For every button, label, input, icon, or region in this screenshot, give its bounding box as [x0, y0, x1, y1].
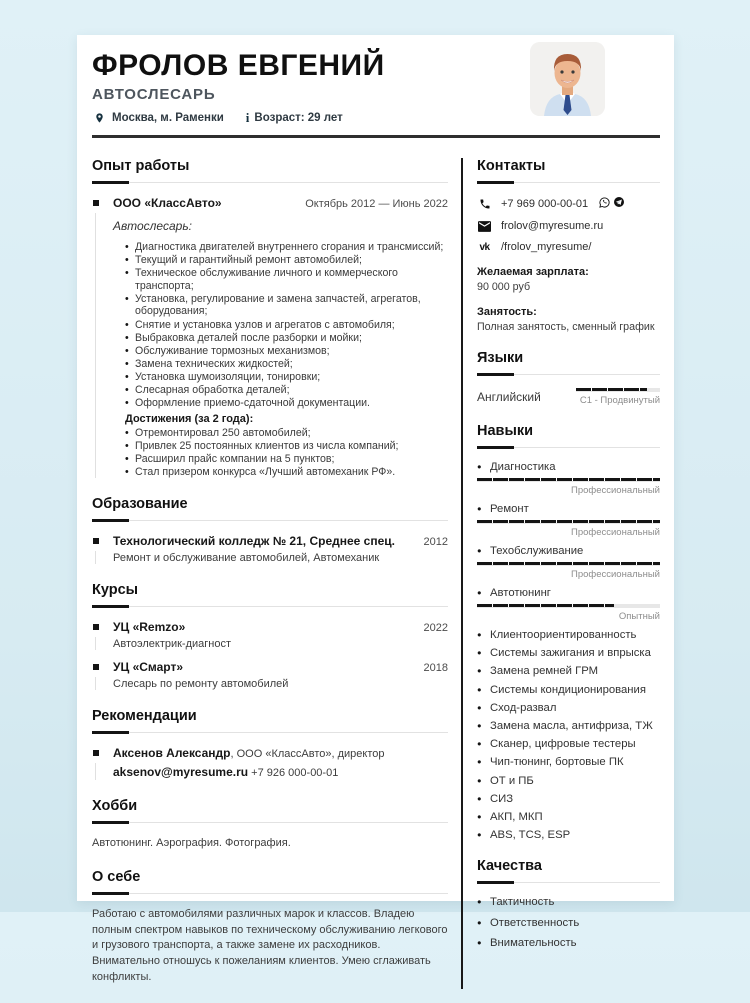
education-entry	[92, 534, 448, 565]
skill-item: ● Системы кондиционирования	[477, 684, 660, 696]
section-title: Рекомендации	[92, 708, 448, 733]
duty-item: • Установка, регулирование и замена запчастей, агрегатов, оборудования;	[125, 293, 448, 318]
section-title: Контакты	[477, 158, 660, 183]
language-level: C1 - Продвинутый	[579, 395, 660, 406]
skill-item: ● ABS, TCS, ESP	[477, 829, 660, 841]
skill-item: ● Сход-развал	[477, 702, 660, 714]
referee-phone[interactable]: +7 926 000-00-01	[248, 767, 339, 780]
skill-bar-fill	[477, 562, 660, 565]
header-divider	[92, 135, 660, 138]
header	[92, 49, 660, 126]
skill-item: ● Замена масла, антифриза, ТЖ	[477, 720, 660, 732]
language-name: Английский	[477, 390, 541, 404]
skill-item: ● Клиентоориентированность	[477, 629, 660, 641]
location-item	[92, 111, 224, 125]
achievement-item: • Расширил прайс компании на 5 пунктов;	[125, 453, 448, 466]
telegram-icon[interactable]	[613, 196, 625, 211]
phone-icon	[477, 198, 492, 210]
recommendation-entry	[92, 746, 448, 780]
duty-item: • Текущий и гарантийный ремонт автомобилей;	[125, 254, 448, 267]
course-name: УЦ «Смарт»	[113, 660, 184, 675]
course-name: УЦ «Remzo»	[113, 619, 186, 634]
employment-block	[477, 306, 660, 333]
vk-handle[interactable]: /frolov_myresume/	[501, 241, 592, 253]
skill-item: ● Сканер, цифровые тестеры	[477, 738, 660, 750]
duty-item: • Диагностика двигателей внутреннего сгорания и трансмиссий;	[125, 241, 448, 254]
contact-vk-row	[477, 241, 660, 253]
skill-item: ● Замена ремней ГРМ	[477, 665, 660, 677]
contact-email-row	[477, 220, 660, 232]
skill-name: ● Диагностика	[477, 461, 660, 473]
languages-list	[477, 388, 660, 406]
skill-level: Опытный	[618, 611, 660, 622]
salary-value: 90 000 руб	[477, 281, 531, 293]
job-title: АВТОСЛЕСАРЬ	[92, 86, 216, 103]
education-list	[92, 534, 448, 565]
age-item	[246, 110, 343, 126]
achievement-item: • Стал призером конкурса «Лучший автомеханик РФ».	[125, 466, 448, 479]
courses-list	[92, 620, 448, 692]
salary-label: Желаемая зарплата:	[477, 266, 589, 278]
role-title: Автослесарь:	[113, 219, 192, 233]
section-title: Опыт работы	[92, 158, 448, 183]
skill-level: Профессиональный	[571, 485, 660, 496]
section-skills	[477, 423, 660, 841]
resume-page	[77, 35, 674, 984]
skill-bar-fill	[477, 604, 614, 607]
whatsapp-icon[interactable]	[599, 197, 610, 211]
vk-icon[interactable]: vk	[479, 241, 490, 253]
course-entry	[92, 620, 448, 651]
company-name: ООО «КлассАвто»	[113, 196, 222, 210]
school-name: Технологический колледж № 21, Среднее спец.	[113, 533, 395, 548]
person-name: ФРОЛОВ ЕВГЕНИЙ	[92, 49, 385, 82]
quality-item: ● Ответственность	[477, 917, 660, 929]
salary-block	[477, 266, 660, 293]
section-title: Навыки	[477, 423, 660, 448]
skill-item: ● ОТ и ПБ	[477, 775, 660, 787]
course-details: Слесарь по ремонту автомобилей	[113, 678, 289, 691]
qualities-list	[477, 896, 660, 949]
skill-item: ● СИЗ	[477, 793, 660, 805]
section-title: Курсы	[92, 582, 448, 607]
right-column	[463, 158, 660, 1003]
phone-number[interactable]: +7 969 000-00-01	[501, 197, 589, 210]
section-recommendations	[92, 708, 448, 780]
duty-item: • Выбраковка деталей после разборки и мойки;	[125, 332, 448, 345]
duty-item: • Обслуживание тормозных механизмов;	[125, 345, 448, 358]
work-period: Октябрь 2012 — Июнь 2022	[305, 198, 448, 210]
course-details: Автоэлектрик-диагност	[113, 637, 232, 650]
section-languages	[477, 350, 660, 406]
skill-level: Профессиональный	[571, 569, 660, 580]
section-contacts	[477, 158, 660, 333]
employment-value: Полная занятость, сменный график	[477, 321, 655, 333]
skill-item: ● Системы зажигания и впрыска	[477, 647, 660, 659]
skill-bar-track	[477, 562, 660, 566]
skill-item: ● АКП, МКП	[477, 811, 660, 823]
language-row	[477, 388, 660, 406]
section-title: Языки	[477, 350, 660, 375]
about-text: Работаю с автомобилями различных марок и классов. Владею полным спектром навыков по техническому обслуживанию легкового и грузового транспорта, а также замене их расходников. Внимательно отношусь к пожеланиям клиентов. Умею сглаживать конфликты.	[92, 907, 448, 984]
language-bar-fill	[576, 388, 647, 391]
section-title: Образование	[92, 496, 448, 521]
course-entry	[92, 660, 448, 691]
education-details: Ремонт и обслуживание автомобилей, Автомеханик	[113, 551, 380, 564]
education-year: 2012	[423, 535, 448, 548]
email-address[interactable]: frolov@myresume.ru	[501, 220, 604, 232]
duty-item: • Снятие и установка узлов и агрегатов с автомобиля;	[125, 319, 448, 332]
duty-item: • Техническое обслуживание личного и коммерческого транспорта;	[125, 267, 448, 292]
duty-item: • Оформление приемо-сдаточной документации.	[125, 397, 448, 410]
quality-item: ● Внимательность	[477, 937, 660, 949]
section-qualities	[477, 858, 660, 949]
referee-org: , ООО «КлассАвто», директор	[230, 748, 385, 761]
left-column	[92, 158, 461, 1003]
skill-block	[477, 545, 660, 580]
employment-label: Занятость:	[477, 306, 537, 318]
hobbies-text: Автотюнинг. Аэрография. Фотография.	[92, 836, 291, 849]
skill-bar-fill	[477, 520, 660, 523]
section-title: Качества	[477, 858, 660, 883]
section-title: О себе	[92, 869, 448, 894]
achievements-title: Достижения (за 2 года):	[125, 412, 254, 425]
info-i-icon: i	[245, 110, 250, 125]
skill-item: ● Чип-тюнинг, бортовые ПК	[477, 756, 660, 768]
achievements-list	[113, 427, 448, 479]
skill-level: Профессиональный	[571, 527, 660, 538]
main	[92, 158, 660, 1003]
achievement-item: • Привлек 25 постоянных клиентов из числа компаний;	[125, 440, 448, 453]
duty-item: • Слесарная обработка деталей;	[125, 384, 448, 397]
skill-bar-track	[477, 520, 660, 524]
skill-block	[477, 503, 660, 538]
avatar	[530, 42, 605, 116]
skill-name: ● Техобслуживание	[477, 545, 660, 557]
contact-phone-row	[477, 196, 660, 211]
section-hobbies	[92, 798, 448, 852]
location-text: Москва, м. Раменки	[112, 112, 224, 124]
achievement-item: • Отремонтировал 250 автомобилей;	[125, 427, 448, 440]
skill-name: ● Автотюнинг	[477, 587, 660, 599]
rated-skills-list	[477, 461, 660, 622]
envelope-icon	[477, 221, 492, 232]
duty-item: • Замена технических жидкостей;	[125, 358, 448, 371]
duty-item: • Установка шумоизоляции, тонировки;	[125, 371, 448, 384]
section-about	[92, 869, 448, 987]
section-title: Хобби	[92, 798, 448, 823]
duties-list	[113, 241, 448, 410]
section-experience	[92, 158, 448, 479]
section-education	[92, 496, 448, 565]
course-year: 2022	[423, 621, 448, 634]
language-bar-track	[576, 388, 660, 392]
header-meta	[92, 110, 570, 126]
skill-name: ● Ремонт	[477, 503, 660, 515]
age-text: Возраст: 29 лет	[254, 112, 343, 124]
skill-block	[477, 587, 660, 622]
skill-bar-track	[477, 478, 660, 482]
referee-name: Аксенов Александр	[113, 746, 231, 761]
referee-email[interactable]: aksenov@myresume.ru	[113, 765, 249, 780]
skill-bar-fill	[477, 478, 660, 481]
skill-block	[477, 461, 660, 496]
skill-bar-track	[477, 604, 660, 608]
experience-entry	[92, 196, 448, 479]
location-pin-icon	[92, 111, 107, 125]
quality-item: ● Тактичность	[477, 896, 660, 908]
plain-skills-list	[477, 629, 660, 841]
course-year: 2018	[423, 662, 448, 675]
section-courses	[92, 582, 448, 692]
